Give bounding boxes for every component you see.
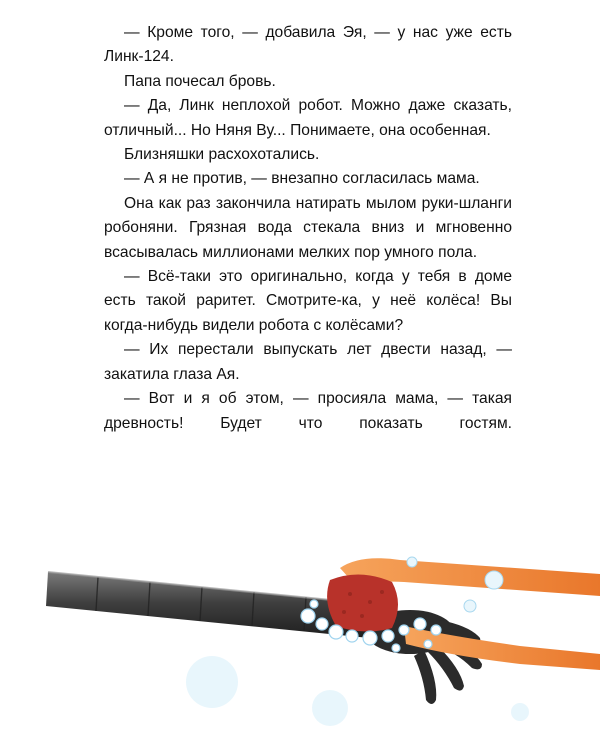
paragraph: — Да, Линк неплохой робот. Можно даже сказать, отличный... Но Няня Ву... Понимаете, она особенная. xyxy=(104,97,512,139)
paragraph: — Вот и я об этом, — просияла мама, — такая древность! Будет что показать гостям. xyxy=(104,390,512,432)
robot-hose-arm-illustration xyxy=(0,540,600,750)
paragraph: — А я не против, — внезапно согласилась мама. xyxy=(124,170,480,188)
paragraph: — Кроме того, — добавила Эя, — у нас уже есть Линк-124. xyxy=(104,24,512,66)
paragraph: — Их перестали выпускать лет двести назад, — закатила глаза Ая. xyxy=(104,341,512,383)
paragraph: — Всё-таки это оригинально, когда у тебя в доме есть такой раритет. Смотрите-ка, у неё колёса! Вы когда-нибудь видели робота с колёсами? xyxy=(104,268,512,334)
paragraph: Папа почесал бровь. xyxy=(124,72,276,90)
paragraph: Близняшки расхохотались. xyxy=(124,146,320,164)
story-text xyxy=(104,21,512,436)
soap-sponge xyxy=(327,574,398,631)
paragraph: Она как раз закончила натирать мылом руки-шланги робоняни. Грязная вода стекала вниз и мгновенно всасывалась миллионами мелких пор умного пола. xyxy=(104,194,512,261)
